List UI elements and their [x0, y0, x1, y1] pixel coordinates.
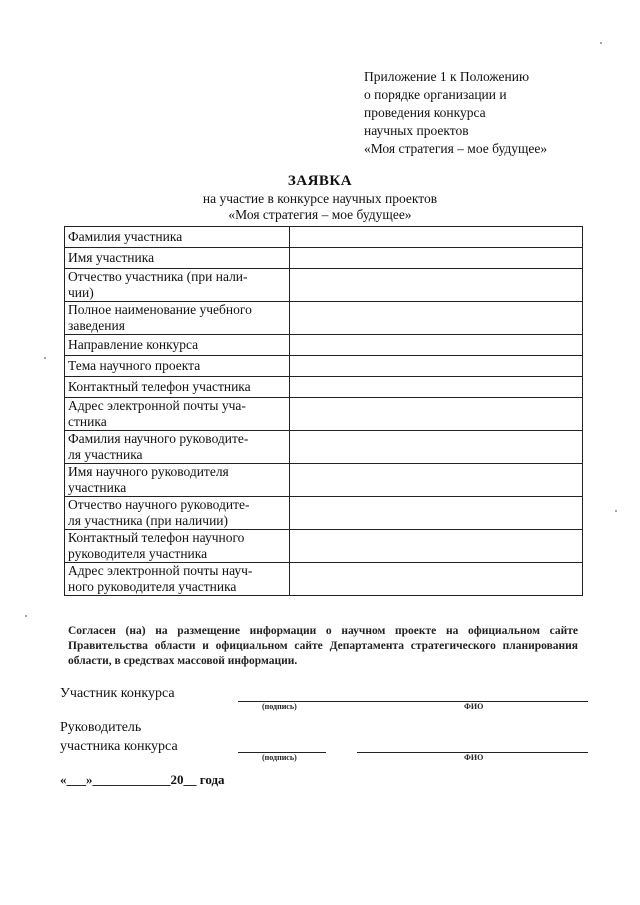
form-row-label-line: Контактный телефон научного: [68, 530, 245, 545]
form-row-label-line: Отчество участника (при нали-: [68, 269, 248, 284]
form-row: [65, 269, 583, 302]
form-row-label-line: ля участника: [68, 447, 143, 462]
form-row-label: [65, 356, 290, 377]
scan-speck: [600, 42, 602, 44]
supervisor-label-line-2: участника конкурса: [60, 739, 178, 754]
form-row: [65, 335, 583, 356]
form-row-label: [65, 563, 290, 596]
form-row-label-line: участника: [68, 480, 127, 495]
form-row: [65, 356, 583, 377]
form-row-value-field[interactable]: [290, 356, 583, 377]
form-row: [65, 497, 583, 530]
participant-label: Участник конкурса: [60, 686, 175, 701]
document-title: ЗАЯВКА: [287, 173, 353, 189]
form-row-value-field[interactable]: [290, 497, 583, 530]
form-row-value-field[interactable]: [290, 302, 583, 335]
participant-name-caption: ФИО: [464, 702, 484, 711]
form-row-value-field[interactable]: [290, 530, 583, 563]
form-row-label-line: Контактный телефон участника: [68, 379, 251, 394]
form-row: [65, 431, 583, 464]
form-row: [65, 227, 583, 248]
supervisor-label: [60, 718, 178, 756]
form-row-label: [65, 497, 290, 530]
form-row-value-field[interactable]: [290, 464, 583, 497]
form-row-value-field[interactable]: [290, 335, 583, 356]
form-row: [65, 248, 583, 269]
form-row-value-field[interactable]: [290, 377, 583, 398]
scan-speck: [25, 615, 27, 617]
form-row: [65, 398, 583, 431]
appendix-line: Приложение 1 к Положению: [364, 69, 530, 84]
form-row: [65, 563, 583, 596]
form-row-label-line: Имя научного руководителя: [68, 464, 229, 479]
form-row-label-line: ного руководителя участника: [68, 579, 237, 594]
form-row-value-field[interactable]: [290, 248, 583, 269]
application-form-table: [64, 226, 583, 596]
form-row-label: [65, 431, 290, 464]
form-row-label-line: стника: [68, 414, 107, 429]
appendix-line: научных проектов: [364, 123, 469, 138]
form-row-label-line: Имя участника: [68, 250, 155, 265]
form-row-label-line: Направление конкурса: [68, 337, 199, 352]
document-subtitle: [0, 191, 640, 223]
form-row: [65, 464, 583, 497]
scan-speck: [615, 510, 617, 512]
form-row-label: [65, 398, 290, 431]
form-row-label-line: Тема научного проекта: [68, 358, 201, 373]
form-row-value-field[interactable]: [290, 398, 583, 431]
subtitle-line-2: «Моя стратегия – мое будущее»: [228, 207, 412, 222]
form-row-label-line: ля участника (при наличии): [68, 513, 229, 528]
form-row-label-line: заведения: [68, 318, 125, 333]
form-row-label: [65, 377, 290, 398]
form-row-value-field[interactable]: [290, 227, 583, 248]
form-row-label-line: чии): [68, 285, 94, 300]
form-row-label: [65, 248, 290, 269]
form-row-label: [65, 269, 290, 302]
appendix-line: о порядке организации и: [364, 87, 507, 102]
date-line[interactable]: «___»____________20__ года: [60, 772, 225, 787]
form-row-label-line: Адрес электронной почты уча-: [68, 398, 246, 413]
appendix-line: «Моя стратегия – мое будущее»: [364, 141, 548, 156]
appendix-note: [364, 68, 614, 158]
form-row-value-field[interactable]: [290, 431, 583, 464]
form-row-label-line: Адрес электронной почты науч-: [68, 563, 253, 578]
scan-speck: [44, 357, 46, 359]
form-row-label-line: Фамилия участника: [68, 229, 183, 244]
form-row-value-field[interactable]: [290, 563, 583, 596]
form-row-label: [65, 302, 290, 335]
form-row-label: [65, 227, 290, 248]
appendix-line: проведения конкурса: [364, 105, 486, 120]
form-row: [65, 377, 583, 398]
form-row: [65, 530, 583, 563]
form-row-label: [65, 530, 290, 563]
form-row-value-field[interactable]: [290, 269, 583, 302]
subtitle-line-1: на участие в конкурсе научных проектов: [202, 191, 438, 206]
form-row-label-line: Полное наименование учебного: [68, 302, 252, 317]
form-row-label: [65, 464, 290, 497]
participant-sign-caption: (подпись): [262, 702, 297, 711]
form-row-label-line: руководителя участника: [68, 546, 208, 561]
form-row-label: [65, 335, 290, 356]
form-row-label-line: Отчество научного руководите-: [68, 497, 250, 512]
supervisor-name-caption: ФИО: [464, 753, 484, 762]
supervisor-sign-caption: (подпись): [262, 753, 297, 762]
supervisor-label-line-1: Руководитель: [60, 720, 142, 735]
form-row: [65, 302, 583, 335]
form-row-label-line: Фамилия научного руководите-: [68, 431, 249, 446]
consent-text: Согласен (на) на размещение информации о научном проекте на официальном сайте Правительства области и официальном сайте Департамента стратегического планирования области, в средствах массовой информации.: [68, 625, 578, 667]
